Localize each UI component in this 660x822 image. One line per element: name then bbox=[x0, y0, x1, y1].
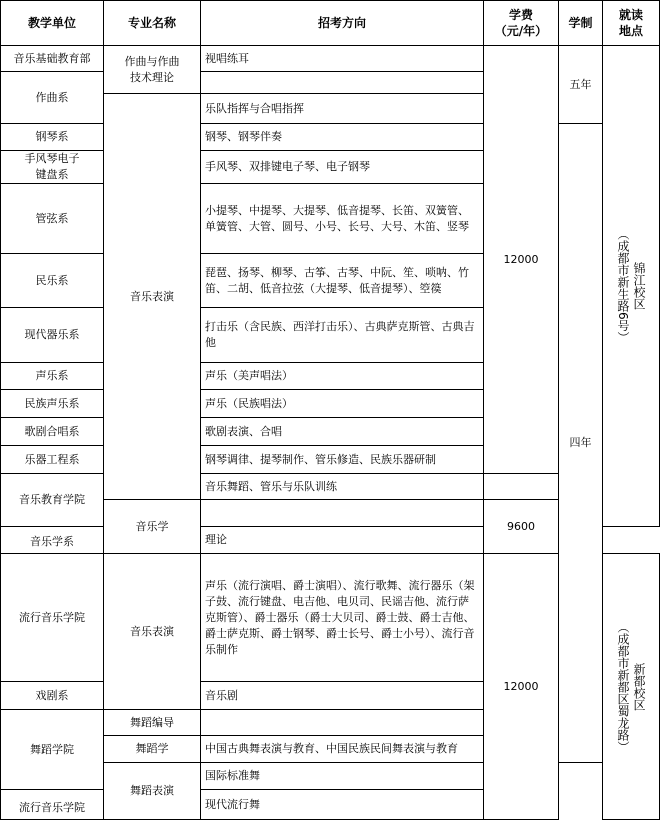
major-line: 技术理论 bbox=[130, 70, 174, 84]
direction-cell: 小提琴、中提琴、大提琴、低音提琴、长笛、双簧管、单簧管、大管、圆号、小号、长号、大号、木笛、竖琴 bbox=[201, 184, 484, 254]
direction-cell: 声乐（流行演唱、爵士演唱）、流行歌舞、流行器乐（架子鼓、流行键盘、电吉他、电贝司、民谣吉他、流行萨克斯管）、爵士器乐（爵士大贝司、爵士鼓、爵士吉他、爵士萨克斯、爵士钢琴、爵士长号、爵士小号）、流行音乐制作 bbox=[201, 554, 484, 682]
unit-line: 手风琴电子 bbox=[24, 152, 80, 165]
unit-cell bbox=[1, 151, 104, 184]
unit-cell: 音乐基础教育部 bbox=[1, 46, 104, 72]
major-cell bbox=[104, 46, 201, 94]
header-years: 学制 bbox=[559, 1, 603, 46]
unit-cell: 音乐学系 bbox=[1, 527, 104, 554]
direction-cell: 音乐舞蹈、管乐与乐队训练 bbox=[201, 474, 484, 500]
unit-cell: 戏剧系 bbox=[1, 682, 104, 710]
direction-cell bbox=[201, 500, 484, 527]
location-campus-1 bbox=[607, 228, 655, 344]
unit-cell: 舞蹈学院 bbox=[1, 710, 104, 790]
unit-cell: 民乐系 bbox=[1, 254, 104, 308]
direction-cell: 声乐（美声唱法） bbox=[201, 363, 484, 390]
header-location bbox=[603, 1, 660, 46]
direction-cell: 声乐（民族唱法） bbox=[201, 390, 484, 418]
location-cell bbox=[603, 554, 660, 820]
direction-cell: 歌剧表演、合唱 bbox=[201, 418, 484, 446]
unit-cell: 音乐教育学院 bbox=[1, 474, 104, 527]
direction-cell: 视唱练耳 bbox=[201, 46, 484, 72]
header-unit: 教学单位 bbox=[1, 1, 104, 46]
location-cell bbox=[603, 46, 660, 527]
fee-cell: 12000 bbox=[484, 46, 559, 474]
unit-cell: 现代器乐系 bbox=[1, 308, 104, 363]
direction-cell: 中国古典舞表演与教育、中国民族民间舞表演与教育 bbox=[201, 736, 484, 763]
unit-cell: 管弦系 bbox=[1, 184, 104, 254]
header-direction: 招考方向 bbox=[201, 1, 484, 46]
unit-cell: 流行音乐学院 bbox=[1, 554, 104, 682]
direction-cell: 现代流行舞 bbox=[201, 790, 484, 820]
header-location-line2: 地点 bbox=[618, 24, 643, 38]
unit-cell: 流行音乐学院 bbox=[1, 790, 104, 820]
years-cell: 四年 bbox=[559, 124, 603, 763]
location-address: （成都市新生路6号） bbox=[616, 228, 630, 344]
unit-cell: 钢琴系 bbox=[1, 124, 104, 151]
unit-line: 键盘系 bbox=[35, 168, 69, 181]
location-name: 新都校区 bbox=[632, 662, 646, 711]
header-fee bbox=[484, 1, 559, 46]
table-row bbox=[1, 790, 660, 820]
header-location-line1: 就读 bbox=[618, 8, 643, 22]
header-fee-line1: 学费 bbox=[508, 8, 533, 22]
header-major: 专业名称 bbox=[104, 1, 201, 46]
unit-cell: 乐器工程系 bbox=[1, 446, 104, 474]
unit-cell: 歌剧合唱系 bbox=[1, 418, 104, 446]
table-row bbox=[1, 46, 660, 72]
direction-cell: 乐队指挥与合唱指挥 bbox=[201, 94, 484, 124]
years-cell: 五年 bbox=[559, 46, 603, 124]
major-cell: 舞蹈表演 bbox=[104, 763, 201, 820]
direction-cell: 打击乐（含民族、西洋打击乐）、古典萨克斯管、古典吉他 bbox=[201, 308, 484, 363]
fee-cell: 9600 bbox=[484, 500, 559, 554]
major-cell: 音乐学 bbox=[104, 500, 201, 554]
header-fee-line2: （元/年） bbox=[494, 24, 548, 38]
major-cell: 舞蹈编导 bbox=[104, 710, 201, 736]
location-campus-2 bbox=[607, 621, 655, 753]
table-row bbox=[1, 124, 660, 151]
direction-cell bbox=[201, 72, 484, 94]
location-address: （成都市新都区蜀龙路） bbox=[616, 620, 630, 753]
major-cell: 音乐表演 bbox=[104, 554, 201, 710]
direction-cell bbox=[201, 710, 484, 736]
direction-cell: 国际标准舞 bbox=[201, 763, 484, 790]
direction-cell: 音乐剧 bbox=[201, 682, 484, 710]
major-line: 作曲与作曲 bbox=[124, 54, 180, 68]
direction-cell: 钢琴、钢琴伴奏 bbox=[201, 124, 484, 151]
major-cell: 舞蹈学 bbox=[104, 736, 201, 763]
unit-cell: 民族声乐系 bbox=[1, 390, 104, 418]
direction-cell: 钢琴调律、提琴制作、管乐修造、民族乐器研制 bbox=[201, 446, 484, 474]
major-cell: 音乐表演 bbox=[104, 94, 201, 500]
header-row bbox=[1, 1, 660, 46]
location-name: 锦江校区 bbox=[632, 261, 646, 310]
direction-cell: 琵琶、扬琴、柳琴、古筝、古琴、中阮、笙、唢呐、竹笛、二胡、低音拉弦（大提琴、低音提琴）、箜篌 bbox=[201, 254, 484, 308]
fee-cell: 12000 bbox=[484, 554, 559, 820]
direction-cell: 手风琴、双排键电子琴、电子钢琴 bbox=[201, 151, 484, 184]
unit-cell: 作曲系 bbox=[1, 72, 104, 124]
direction-cell: 理论 bbox=[201, 527, 484, 554]
unit-cell: 声乐系 bbox=[1, 363, 104, 390]
